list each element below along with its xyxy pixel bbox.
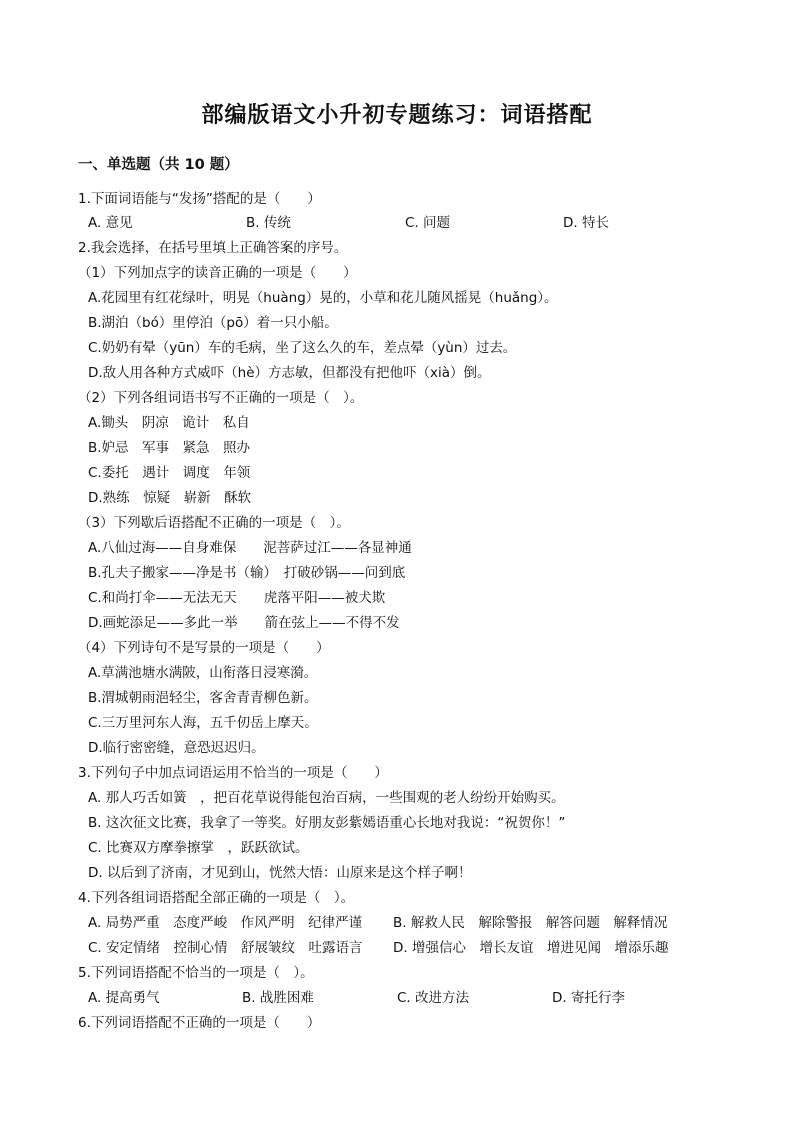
question-2-part-1-stem: （1）下列加点字的读音正确的一项是（ ） bbox=[78, 265, 357, 281]
question-5-option-b: B. 战胜困难 bbox=[242, 990, 314, 1006]
question-5-option-d: D. 寄托行李 bbox=[552, 990, 625, 1006]
question-2-part-4-option-d: D.临行密密缝，意恐迟迟归。 bbox=[88, 740, 265, 756]
question-2-part-3-stem: （3）下列歇后语搭配不正确的一项是（ ）。 bbox=[78, 515, 350, 531]
question-5-option-a: A. 提高勇气 bbox=[88, 990, 160, 1006]
question-5-option-c: C. 改进方法 bbox=[397, 990, 470, 1006]
question-2-part-1-option-c: C.奶奶有晕（yūn）车的毛病，坐了这么久的车，差点晕（yùn）过去。 bbox=[88, 340, 517, 356]
question-4-stem: 4.下列各组词语搭配全部正确的一项是（ ）。 bbox=[78, 890, 355, 906]
question-4-option-b: B. 解救人民 解除警报 解答问题 解释情况 bbox=[393, 915, 668, 931]
question-1-option-b: B. 传统 bbox=[246, 215, 291, 231]
question-1-option-d: D. 特长 bbox=[563, 215, 609, 231]
question-2-part-4-stem: （4）下列诗句不是写景的一项是（ ） bbox=[78, 640, 330, 656]
question-3-stem: 3.下列句子中加点词语运用不恰当的一项是（ ） bbox=[78, 765, 388, 781]
question-2-part-4-option-a: A.草满池塘水满陂，山衔落日浸寒漪。 bbox=[88, 665, 318, 681]
question-2-stem: 2.我会选择，在括号里填上正确答案的序号。 bbox=[78, 240, 348, 256]
question-2-part-1-option-a: A.花园里有红花绿叶，明晃（huàng）晃的，小草和花儿随风摇晃（huǎng）。 bbox=[88, 290, 558, 306]
question-2-part-4-option-c: C.三万里河东人海，五千仞岳上摩天。 bbox=[88, 715, 318, 731]
question-2-part-3-option-b: B.孔夫子搬家——净是书（输） 打破砂锅——问到底 bbox=[88, 565, 406, 581]
question-2-part-3-option-a: A.八仙过海——自身难保 泥菩萨过江——各显神通 bbox=[88, 540, 412, 556]
question-2-part-1-option-b: B.湖泊（bó）里停泊（pō）着一只小船。 bbox=[88, 315, 338, 331]
question-2-part-2-option-b: B.妒忌 军事 紧急 照办 bbox=[88, 440, 251, 456]
page-title: 部编版语文小升初专题练习：词语搭配 bbox=[201, 102, 593, 128]
question-1-option-c: C. 问题 bbox=[405, 215, 451, 231]
question-4-option-a: A. 局势严重 态度严峻 作风严明 纪律严谨 bbox=[88, 915, 363, 931]
question-3-option-b: B. 这次征文比赛，我拿了一等奖。好朋友彭紫嫣语重心长地对我说：“祝贺你！” bbox=[88, 815, 566, 831]
question-1-stem: 1.下面词语能与“发扬”搭配的是（ ） bbox=[78, 191, 321, 207]
question-2-part-2-option-a: A.锄头 阴凉 诡计 私自 bbox=[88, 415, 250, 431]
question-3-option-d: D. 以后到了济南，才见到山，恍然大悟：山原来是这个样子啊！ bbox=[88, 865, 472, 881]
question-4-option-d: D. 增强信心 增长友谊 增进见闻 增添乐趣 bbox=[393, 940, 669, 956]
question-1-option-a: A. 意见 bbox=[88, 215, 133, 231]
question-5-stem: 5.下列词语搭配不恰当的一项是（ ）。 bbox=[78, 965, 314, 981]
question-3-option-a: A. 那人巧舌如簧 ，把百花草说得能包治百病，一些围观的老人纷纷开始购买。 bbox=[88, 790, 565, 806]
question-2-part-2-option-d: D.熟练 惊疑 崭新 酥软 bbox=[88, 490, 252, 506]
question-3-option-c: C. 比赛双方摩拳擦掌 ，跃跃欲试。 bbox=[88, 840, 309, 856]
question-2-part-1-option-d: D.敌人用各种方式威吓（hè）方志敏，但都没有把他吓（xià）倒。 bbox=[88, 365, 491, 381]
question-2-part-2-option-c: C.委托 遇计 调度 年领 bbox=[88, 465, 251, 481]
question-2-part-3-option-c: C.和尚打伞——无法无天 虎落平阳——被犬欺 bbox=[88, 590, 386, 606]
question-2-part-4-option-b: B.渭城朝雨浥轻尘，客舍青青柳色新。 bbox=[88, 690, 318, 706]
question-4-option-c: C. 安定情绪 控制心情 舒展皱纹 吐露语言 bbox=[88, 940, 363, 956]
question-2-part-3-option-d: D.画蛇添足——多此一举 箭在弦上——不得不发 bbox=[88, 615, 400, 631]
question-6-stem: 6.下列词语搭配不正确的一项是（ ） bbox=[78, 1015, 321, 1031]
section-heading: 一、单选题（共 10 题） bbox=[78, 157, 239, 173]
question-2-part-2-stem: （2）下列各组词语书写不正确的一项是（ ）。 bbox=[78, 390, 364, 406]
